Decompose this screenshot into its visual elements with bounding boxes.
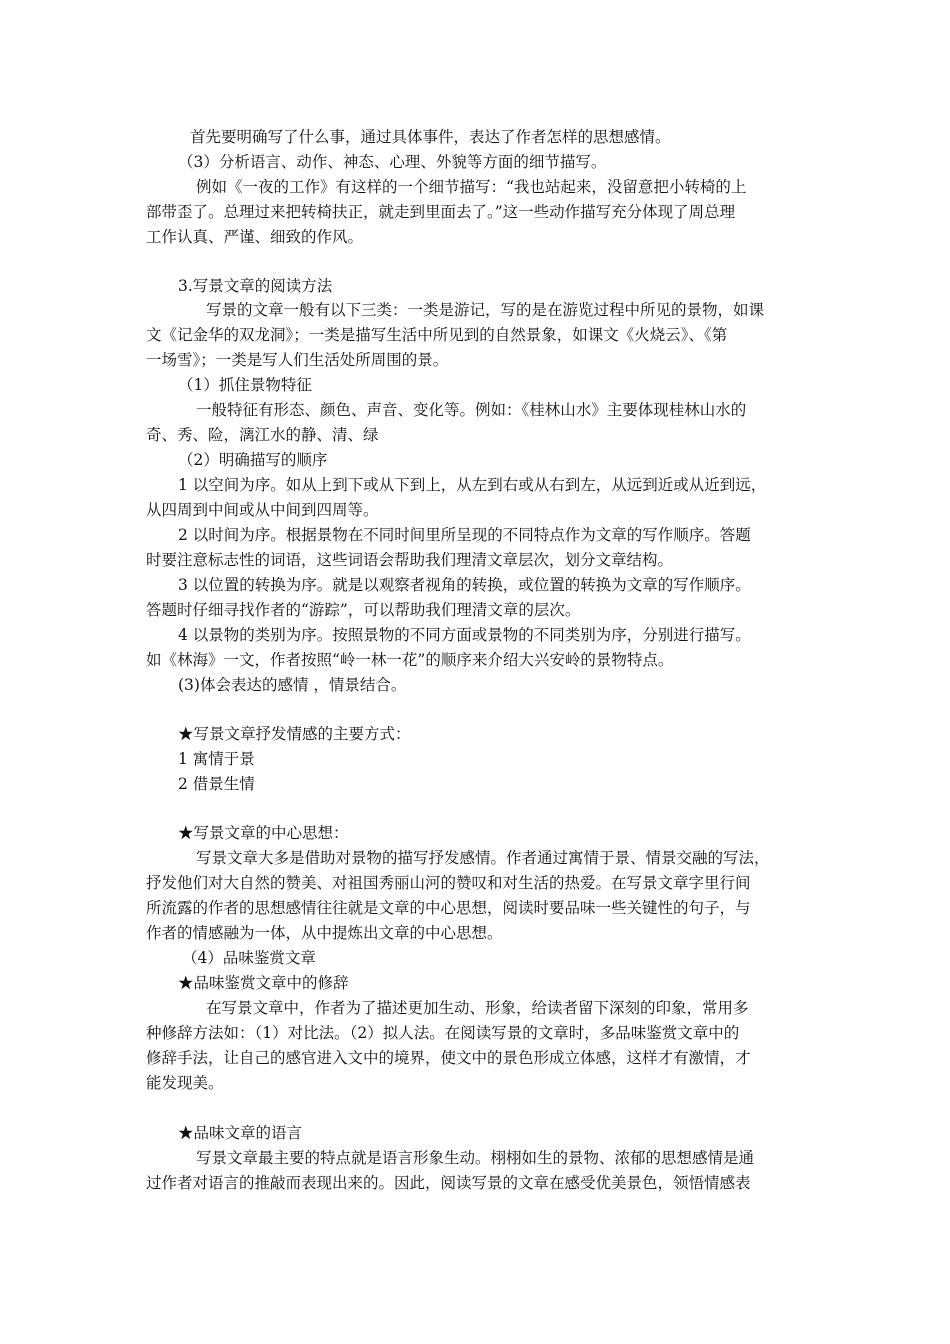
text-line: 从四周到中间或从中间到四周等。 <box>146 501 379 519</box>
subheading: （1）抓住景物特征 <box>178 376 312 394</box>
text-line: 修辞手法，让自己的感官进入文中的境界，使文中的景色形成立体感，这样才有激情，才 <box>146 1049 751 1067</box>
text-line: 例如《一夜的工作》有这样的一个细节描写：“我也站起来，没留意把小转椅的上 <box>196 178 747 196</box>
subheading: （4）品味鉴赏文章 <box>182 949 316 967</box>
text-line: 写景文章大多是借助对景物的描写抒发感情。作者通过寓情于景、情景交融的写法， <box>196 849 770 867</box>
text-line: 奇、秀、险，漓江水的静、清、绿 <box>146 426 379 444</box>
text-line: 一般特征有形态、颜色、声音、变化等。例如：《桂林山水》主要体现桂林山水的 <box>196 401 747 419</box>
text-line: 写景文章最主要的特点就是语言形象生动。栩栩如生的景物、浓郁的思想感情是通 <box>196 1149 755 1167</box>
list-item: 2 借景生情 <box>178 775 255 793</box>
subheading: （2）明确描写的顺序 <box>178 451 328 469</box>
text-line: 所流露的作者的思想感情往往就是文章的中心思想，阅读时要品味一些关键性的句子，与 <box>146 899 751 917</box>
text-line: 种修辞方法如：（1）对比法。（2）拟人法。在阅读写景的文章时，多品味鉴赏文章中的 <box>146 1024 740 1042</box>
text-line: (3)体会表达的感情 ，情景结合。 <box>178 676 407 694</box>
text-line: 在写景文章中，作者为了描述更加生动、形象，给读者留下深刻的印象，常用多 <box>206 999 749 1017</box>
star-heading: ★品味鉴赏文章中的修辞 <box>178 974 349 992</box>
text-line: （3）分析语言、动作、神态、心理、外貌等方面的细节描写。 <box>178 153 607 171</box>
section-heading: 3.写景文章的阅读方法 <box>178 277 333 295</box>
text-line: 写景的文章一般有以下三类：一类是游记，写的是在游览过程中所见的景物，如课 <box>206 301 765 319</box>
text-line: 3 以位置的转换为序。就是以观察者视角的转换，或位置的转换为文章的写作顺序。 <box>178 576 751 594</box>
text-line: 文《记金华的双龙洞》；一类是描写生活中所见到的自然景象，如课文《火烧云》、《第 <box>146 326 728 344</box>
text-line: 一场雪》；一类是写人们生活处所周围的景。 <box>146 351 449 369</box>
text-line: 如《林海》一文，作者按照“岭一林一花”的顺序来介绍大兴安岭的景物特点。 <box>146 651 674 669</box>
star-heading: ★品味文章的语言 <box>178 1124 303 1142</box>
list-item: 1 寓情于景 <box>178 750 255 768</box>
star-heading: ★写景文章抒发情感的主要方式： <box>178 725 411 743</box>
text-line: 部带歪了。总理过来把转椅扶正，就走到里面去了。”这一些动作描写充分体现了周总理 <box>146 203 736 221</box>
text-line: 作者的情感融为一体，从中提炼出文章的中心思想。 <box>146 924 503 942</box>
text-line: 抒发他们对大自然的赞美、对祖国秀丽山河的赞叹和对生活的热爱。在写景文章字里行间 <box>146 874 751 892</box>
text-line: 时要注意标志性的词语，这些词语会帮助我们理清文章层次，划分文章结构。 <box>146 551 674 569</box>
text-line: 答题时仔细寻找作者的“游踪”，可以帮助我们理清文章的层次。 <box>146 601 581 619</box>
text-line: 工作认真、严谨、细致的作风。 <box>146 228 364 246</box>
star-heading: ★写景文章的中心思想： <box>178 824 349 842</box>
text-line: 能发现美。 <box>146 1074 224 1092</box>
text-line: 首先要明确写了什么事，通过具体事件，表达了作者怎样的思想感情。 <box>190 128 671 146</box>
text-line: 过作者对语言的推敲而表现出来的。因此，阅读写景的文章在感受优美景色，领悟情感表 <box>146 1174 751 1192</box>
text-line: 4 以景物的类别为序。按照景物的不同方面或景物的不同类别为序，分别进行描写。 <box>178 626 751 644</box>
text-line: 2 以时间为序。根据景物在不同时间里所呈现的不同特点作为文章的写作顺序。答题 <box>178 526 751 544</box>
text-line: 1 以空间为序。如从上到下或从下到上，从左到右或从右到左，从远到近或从近到远， <box>178 476 767 494</box>
